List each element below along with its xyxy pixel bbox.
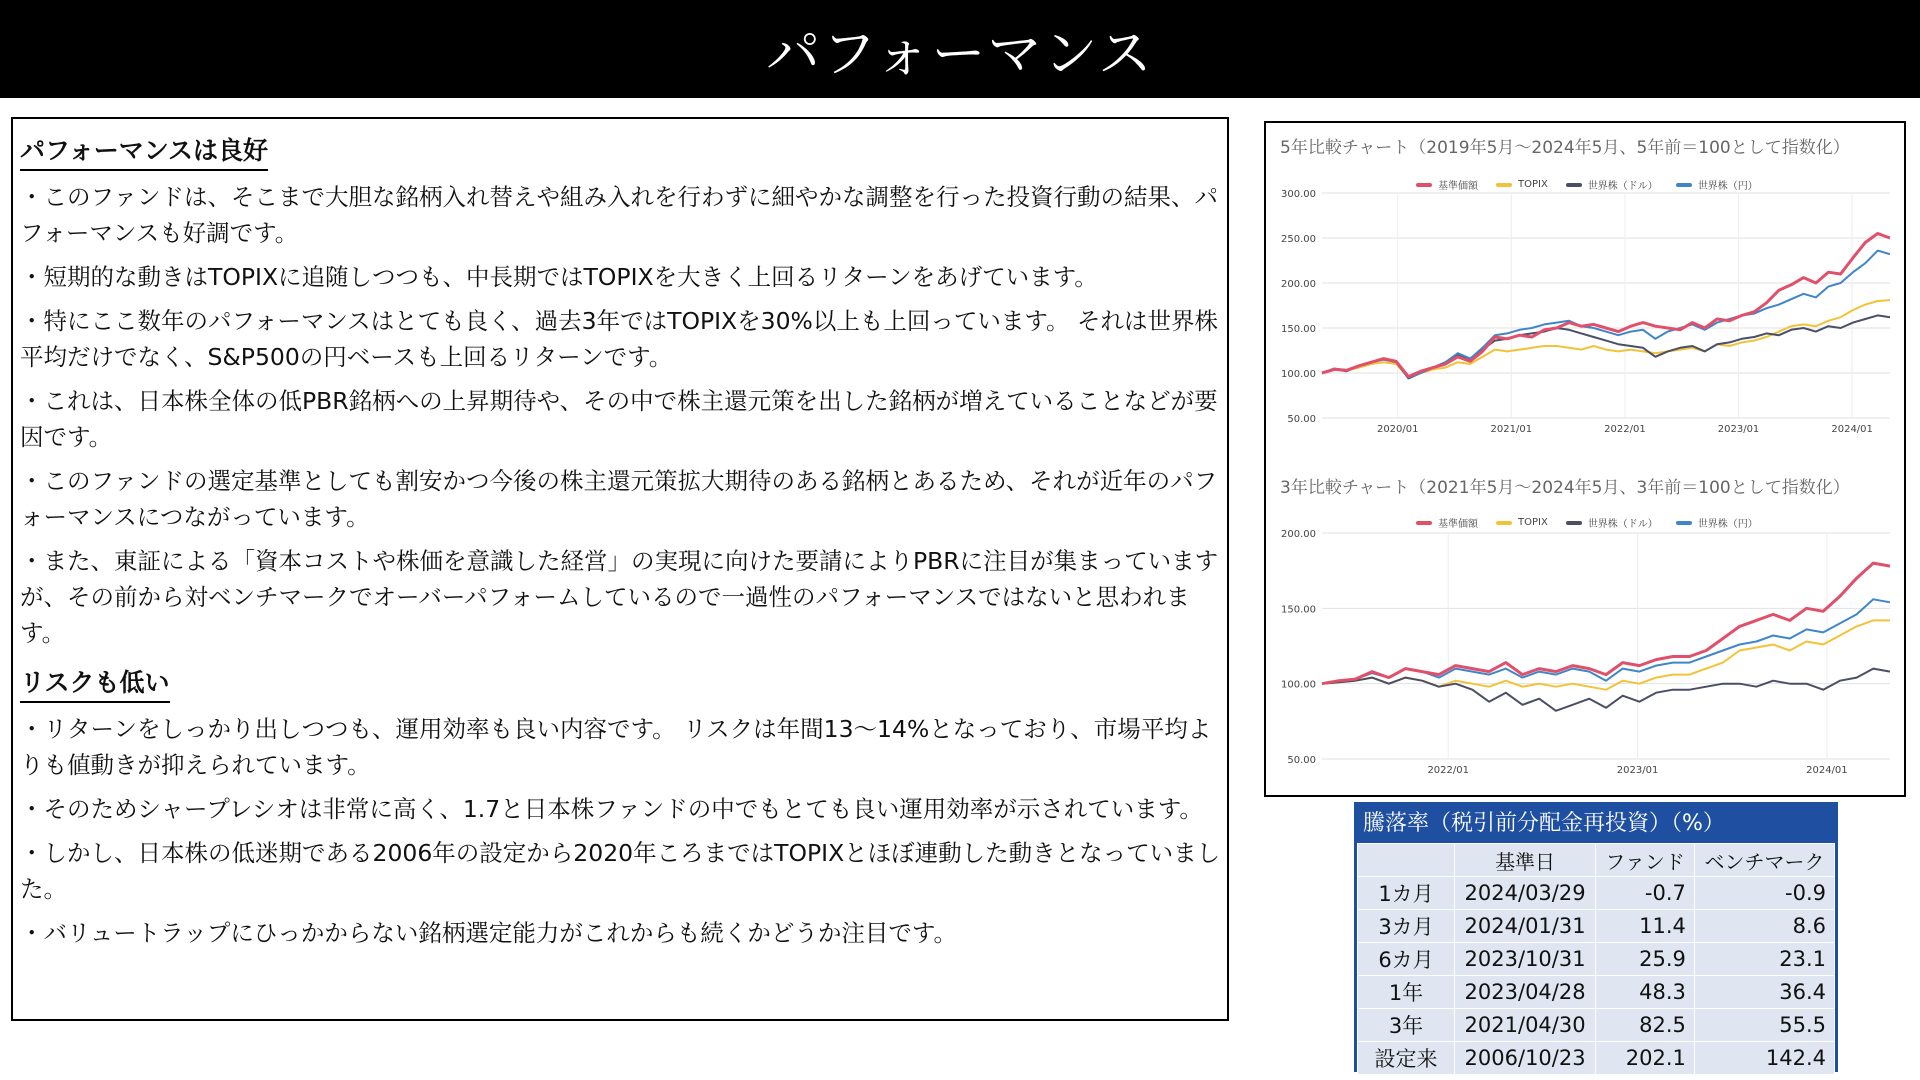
table-cell: 11.4: [1596, 910, 1695, 943]
returns-table-panel: [1354, 802, 1838, 1072]
series-line: [1322, 234, 1890, 377]
legend-label: TOPIX: [1518, 517, 1548, 528]
table-cell: 2023/04/28: [1455, 976, 1596, 1009]
table-cell: 2021/04/30: [1455, 1009, 1596, 1042]
paragraph: ・また、東証による「資本コストや株価を意識した経営」の実現に向けた要請によりPBRに注目が集まっていますが、その前から対ベンチマークでオーバーパフォームしているので一過性のパフォーマンスではないと思われます。: [20, 547, 1219, 647]
table-cell: 82.5: [1596, 1009, 1695, 1042]
table-cell: 25.9: [1596, 943, 1695, 976]
y-tick-label: 100.00: [1281, 369, 1316, 380]
section-heading-risk: リスクも低い: [20, 663, 170, 703]
y-tick-label: 200.00: [1281, 529, 1316, 540]
y-tick-label: 150.00: [1281, 324, 1316, 335]
table-cell: 2024/03/29: [1455, 877, 1596, 910]
table-cell: 設定来: [1358, 1042, 1455, 1075]
title-bar: [0, 0, 1920, 98]
x-tick-label: 2022/01: [1427, 765, 1469, 776]
x-tick-label: 2023/01: [1717, 424, 1760, 435]
paragraph: ・このファンドの選定基準としても割安かつ今後の株主還元策拡大期待のある銘柄とあるため、それが近年のパフォーマンスにつながっています。: [20, 467, 1218, 531]
chart-title-3y: 3年比較チャート（2021年5月〜2024年5月、3年前＝100として指数化）: [1280, 478, 1850, 498]
legend-label: 基準価額: [1438, 519, 1478, 530]
legend-label: 世界株（ドル）: [1587, 181, 1658, 192]
paragraph: ・これは、日本株全体の低PBR銘柄への上昇期待や、その中で株主還元策を出した銘柄が増えていることなどが要因です。: [20, 387, 1218, 451]
series-line: [1322, 563, 1890, 684]
table-cell: 8.6: [1694, 910, 1834, 943]
table-row: [1358, 877, 1835, 910]
paragraph: ・短期的な動きはTOPIXに追随しつつも、中長期ではTOPIXを大きく上回るリターンをあげています。: [20, 263, 1098, 291]
chart-3y: [1266, 503, 1904, 793]
table-cell: 2023/10/31: [1455, 943, 1596, 976]
commentary-panel: [11, 117, 1229, 1021]
series-line: [1322, 251, 1890, 378]
table-title: 騰落率（税引前分配金再投資）（%）: [1357, 805, 1835, 843]
page-title: パフォーマンス: [766, 21, 1154, 85]
table-row: [1358, 1009, 1835, 1042]
paragraph: ・しかし、日本株の低迷期である2006年の設定から2020年ころまではTOPIXとほぼ連動した動きとなっていました。: [20, 839, 1221, 903]
table-cell: 2006/10/23: [1455, 1042, 1596, 1075]
table-row: [1358, 943, 1835, 976]
table-cell: 55.5: [1694, 1009, 1834, 1042]
table-cell: -0.7: [1596, 877, 1695, 910]
table-header: ベンチマーク: [1694, 844, 1834, 877]
table-header: [1358, 844, 1455, 877]
table-cell: 1年: [1358, 976, 1455, 1009]
table-cell: 6カ月: [1358, 943, 1455, 976]
table-cell: 202.1: [1596, 1042, 1695, 1075]
paragraph: ・リターンをしっかり出しつつも、運用効率も良い内容です。 リスクは年間13〜14%となっており、市場平均よりも値動きが抑えられています。: [20, 715, 1212, 779]
legend-label: TOPIX: [1518, 179, 1548, 190]
table-header-row: [1358, 844, 1835, 877]
table-cell: 23.1: [1694, 943, 1834, 976]
series-line: [1322, 300, 1890, 377]
y-tick-label: 200.00: [1281, 279, 1316, 290]
x-tick-label: 2020/01: [1376, 424, 1419, 435]
legend-label: 基準価額: [1438, 181, 1478, 192]
y-tick-label: 300.00: [1281, 189, 1316, 200]
table-cell: 142.4: [1694, 1042, 1834, 1075]
x-tick-label: 2021/01: [1490, 424, 1533, 435]
table-body: [1358, 877, 1835, 1075]
paragraph: ・そのためシャープレシオは非常に高く、1.7と日本株ファンドの中でもとても良い運用効率が示されています。: [20, 795, 1203, 823]
legend-label: 世界株（円）: [1697, 181, 1758, 192]
paragraph: ・バリュートラップにひっかからない銘柄選定能力がこれからも続くかどうか注目です。: [20, 919, 957, 947]
chart-5y: [1266, 163, 1904, 443]
table-row: [1358, 976, 1835, 1009]
table-cell: 2024/01/31: [1455, 910, 1596, 943]
x-tick-label: 2024/01: [1806, 765, 1848, 776]
table-cell: 36.4: [1694, 976, 1834, 1009]
paragraph: ・特にここ数年のパフォーマンスはとても良く、過去3年ではTOPIXを30%以上も上回っています。 それは世界株平均だけでなく、S&P500の円ベースも上回るリターンです。: [20, 307, 1218, 371]
y-tick-label: 100.00: [1281, 679, 1316, 691]
y-tick-label: 50.00: [1287, 414, 1316, 425]
y-tick-label: 150.00: [1281, 604, 1316, 616]
table-row: [1358, 1042, 1835, 1075]
legend-label: 世界株（円）: [1697, 519, 1758, 530]
table-cell: 48.3: [1596, 976, 1695, 1009]
chart-title-5y: 5年比較チャート（2019年5月〜2024年5月、5年前＝100として指数化）: [1280, 138, 1850, 158]
paragraph: ・このファンドは、そこまで大胆な銘柄入れ替えや組み入れを行わずに細やかな調整を行った投資行動の結果、パフォーマンスも好調です。: [20, 183, 1219, 247]
y-tick-label: 50.00: [1287, 755, 1316, 766]
charts-panel: [1264, 121, 1906, 797]
y-tick-label: 250.00: [1281, 234, 1316, 245]
x-tick-label: 2023/01: [1616, 765, 1659, 776]
table-cell: 3カ月: [1358, 910, 1455, 943]
table-row: [1358, 910, 1835, 943]
table-cell: 3年: [1358, 1009, 1455, 1042]
table-cell: -0.9: [1694, 877, 1834, 910]
x-tick-label: 2022/01: [1604, 424, 1646, 435]
returns-table: [1357, 843, 1835, 1075]
table-header: ファンド: [1596, 844, 1695, 877]
section-heading-performance: パフォーマンスは良好: [20, 131, 268, 171]
table-cell: 1カ月: [1358, 877, 1455, 910]
x-tick-label: 2024/01: [1831, 424, 1873, 435]
table-header: 基準日: [1455, 844, 1596, 877]
legend-label: 世界株（ドル）: [1587, 519, 1658, 530]
